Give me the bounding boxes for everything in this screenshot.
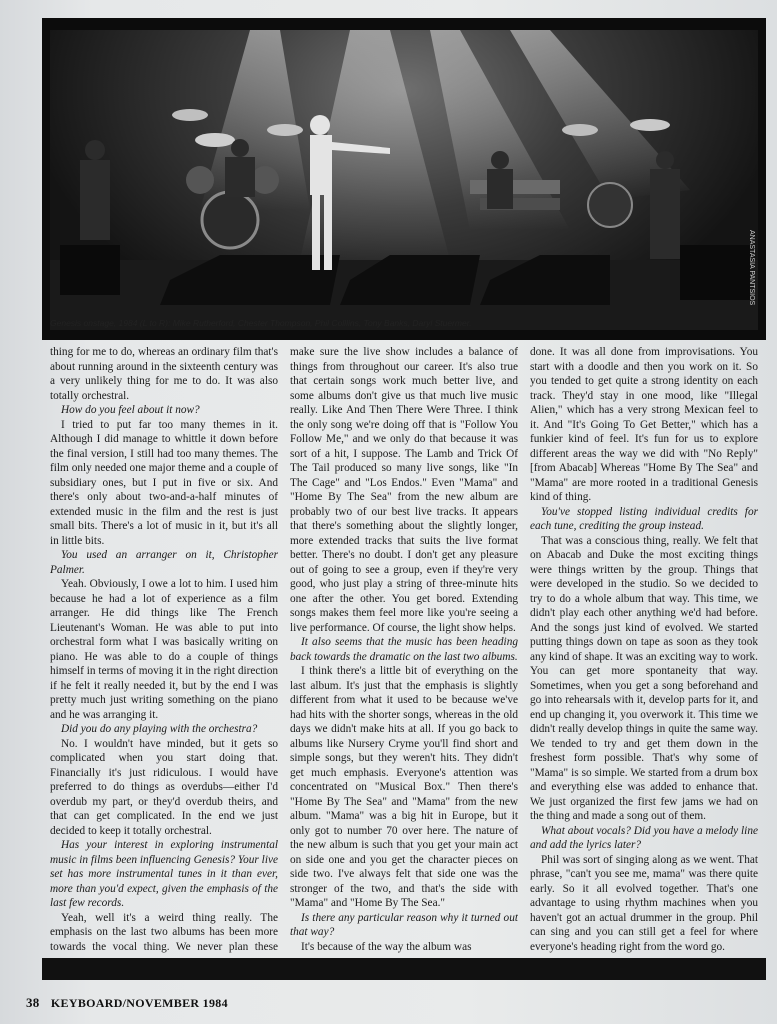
interview-question: It also seems that the music has been heading back towards the dramatic on the last two albums. (290, 636, 518, 663)
cymbal (630, 119, 670, 131)
concert-stage-illustration (50, 30, 758, 330)
interview-question: Did you do any playing with the orchestra? (61, 723, 258, 735)
photo-frame (42, 18, 766, 340)
article-paragraph: Yeah. Obviously, I owe a lot to him. I used him because he had a lot of experience as a film arranger. He did things like The French Lieutenant's Woman. He was able to put into orchestral form what I was basically writing on piano. He was able to do a couple of things himself in terms of moving it in the right direction if he felt it really needed it, but by the end I was pretty much just writing something on the piano and he was arranging it. (50, 578, 278, 721)
monitor-speaker (680, 245, 750, 300)
tom-drum (251, 166, 279, 194)
article-paragraph: Phil was sort of singing along as we went. That phrase, "can't you see me, mama" was there quite early. So it all evolved together. That's one advantage to using rhythm machines when you haven't got an actual drummer in the group. Phil can sing and you can still get a feel for where everyone's heading right from the word go. (530, 853, 758, 953)
interview-question: What about vocals? Did you have a melody line and add the lyrics later? (530, 824, 758, 851)
cymbal (172, 109, 208, 121)
article-paragraph: I think there's a little bit of everything on the last album. It's just that the emphasis is slightly different from what it used to be because we've had hits with the shorter songs, whereas in the old days we didn't make hits at all. If you go back to albums like Nursery Cryme you'll find short and simple songs, but they weren't hits. They didn't get much emphasis. Everyone's attention was concentrated on "Musical Box." Then there's "Home By The Sea" and "Mama" from the new album. "Mama" was a big hit in Europe, but it only got to number 70 over here. The nature of the new album is such that you get your main act on side one and you get the character pieces on side two. I've always felt that side one was the stronger of the two, and that's the side with "Mama" and "Home By The Sea." (290, 665, 518, 909)
cymbal (562, 124, 598, 136)
article-paragraph: make sure the live show includes a balance of things from throughout our career. It's also true that certain songs work much better live, and some albums don't give us that much live music really. Like And Then There Were Three. I think the only song we're doing off that is "Follow You Follow Me," and we only do that because it was sort of a hit, I suppose. The Lamb and Trick Of The Tail produced so many live songs, like "In The Cage" and "Los Endos." Even "Mama" and "Home By The Sea" from the new album are probably two of our best live tracks. It appears that there's something about the slightly longer, more extended tracks that suits the live format better. There's no doubt. I don't get any pleasure out of going to see a group, even if they're very good, who just play a string of three-minute hits one after the other. You get bored. Extending songs makes them feel more like you're seeing a live performance. Of course, the light show helps. (290, 346, 518, 634)
cymbal (267, 124, 303, 136)
article-paragraph: Yeah, well it's a weird thing really. The emphasis on the last two albums has been more towards the vocal thing. We never plan these (50, 911, 278, 953)
article-paragraph: thing for me to do, whereas an ordinary film that's about running around in the sixteenth century was a very unlikely thing for me to do. It was also totally orchestral. (50, 346, 278, 402)
article-paragraph: That was a conscious thing, really. We felt that on Abacab and Duke the most exciting things were things written by the group. Things that were developed in the studio. So we decided to try to do a whole album that way. This time, we didn't play each other anything we'd had before. And the songs just kind of evolved. We started putting things down on tape as soon as they took any kind of shape. It was an exciting way to work. You can get more spontaneity that way. Sometimes, when you get a song beforehand and go into rehearsals with it, develop parts for it, and end up changing it, you overwork it. This time we didn't really develop things in quite the same way. We tended to try and get them down in the freshest form possible. That's why some of "Mama" is so simple. We started from a drum box and everything else was added to enhance that. We just organized the first few jams we had on the thing and made a song out of them. (530, 534, 758, 822)
article-body (50, 345, 758, 955)
article-column-1 (50, 345, 278, 955)
monitor-speaker (60, 245, 120, 295)
publication-line: KEYBOARD/NOVEMBER 1984 (50, 996, 228, 1010)
interview-question: Has your interest in exploring instrumental music in films been influencing Genesis? Your live set has more instrumental tunes in it than ever, more than you'd expect, given the emphasis of the last few records. (50, 839, 278, 909)
interview-question: Is there any particular reason why it turned out that way? (290, 911, 518, 938)
page-footer (26, 995, 228, 1011)
page-number: 38 (26, 995, 40, 1010)
article-paragraph: No. I wouldn't have minded, but it gets so complicated when you start doing that. Financially it's just ridiculous. I would have preferred to do things as overdubs—either I'd overdub my part, or they'd overdub theirs, and that can get complicated. In the end we just decided to keep it totally orchestral. (50, 737, 278, 837)
footer-band (42, 958, 766, 980)
bass-drum (202, 192, 258, 248)
interview-question (530, 954, 758, 955)
article-paragraph: I tried to put far too many themes in it. Although I did manage to whittle it down before the final version, I still had too many themes. The film only needed one major theme and a couple of subsidiary ones, but I put in five or six. And there's only about two-and-a-half minutes of extended music in the film and the rest is just small bits. There's a lot of music in it, but it's all in little bits. (50, 418, 278, 547)
drum (588, 183, 632, 227)
article-paragraph: It's because of the way the album was (301, 940, 472, 953)
interview-question: You used an arranger on it, Christopher Palmer. (50, 549, 278, 576)
article-paragraph: done. It was all done from improvisations. You start with a doodle and then you work on it. So you tended to get quite a strong identity on each track. They'd stay in one mood, like "Illegal Alien," which has a very strong Mexican feel to it. And "It's Going To Get Better," which has a funkier kind of feel. It's fun for us to explore different areas the way we did with "No Reply" [from Abacab] Whereas "Home By The Sea" and "Mama" are more rooted in a traditional Genesis kind of thing. (530, 346, 758, 503)
article-column-3 (530, 345, 758, 955)
keyboard-rig (470, 180, 560, 194)
cymbal (195, 133, 235, 147)
interview-question: You've stopped listing individual credits for each tune, crediting the group instead. (530, 505, 758, 532)
photo-credit: ANASTASIA PANTSIOS (748, 230, 755, 306)
tom-drum (186, 166, 214, 194)
interview-question: How do you feel about it now? (61, 404, 200, 416)
article-column-2 (290, 345, 518, 955)
concert-photo (50, 30, 758, 330)
photo-caption: Genesis onstage, 1984 (L to R): Mike Rutherford, Chester Thompson, Phil Colllins, Tony Banks, Daryl Stuermer. (50, 318, 472, 328)
